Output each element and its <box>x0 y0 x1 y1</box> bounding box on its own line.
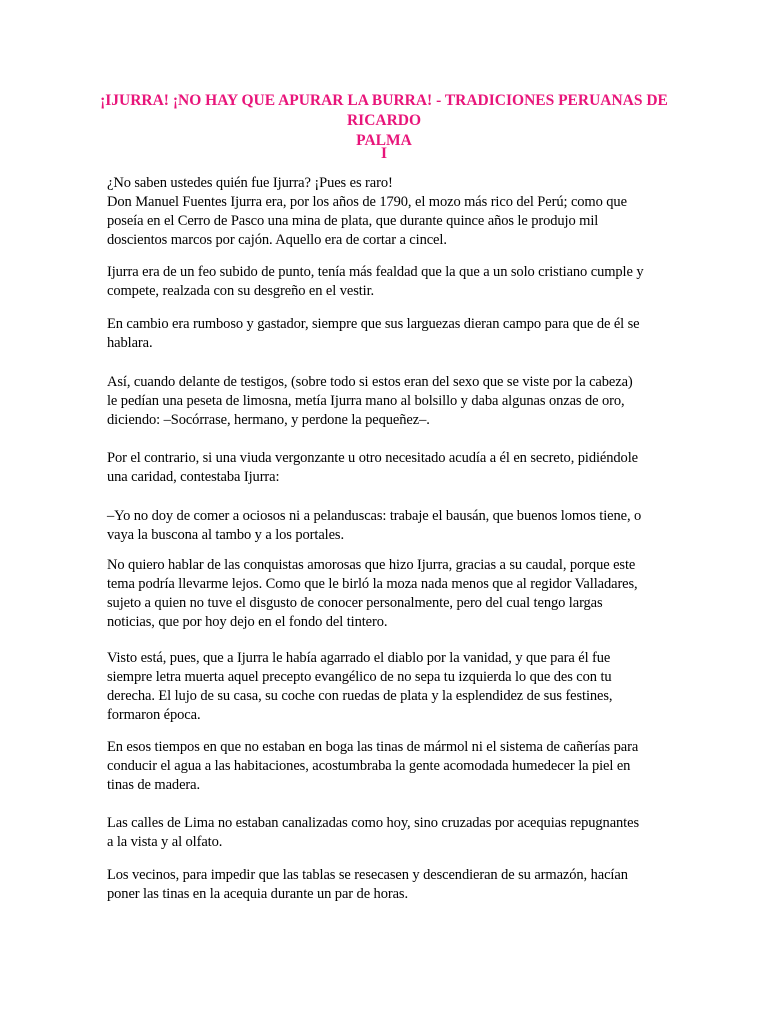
paragraph <box>107 449 667 487</box>
text-line: Las calles de Lima no estaban canalizadas como hoy, sino cruzadas por acequias repugnantes <box>107 815 639 831</box>
text-line: hablara. <box>107 335 153 351</box>
paragraph <box>107 373 667 430</box>
text-line: Ijurra era de un feo subido de punto, tenía más fealdad que la que a un solo cristiano cumple y <box>107 264 644 280</box>
text-line: una caridad, contestaba Ijurra: <box>107 469 280 485</box>
text-line: poner las tinas en la acequia durante un par de horas. <box>107 886 408 902</box>
text-line: compete, realzada con su desgreño en el vestir. <box>107 283 375 299</box>
text-line: doscientos marcos por cajón. Aquello era de cortar a cincel. <box>107 232 447 248</box>
text-line: vaya la buscona al tambo y a los portales. <box>107 527 344 543</box>
text-line: conducir el agua a las habitaciones, acostumbraba la gente acomodada humedecer la piel en <box>107 758 631 774</box>
text-line: siempre letra muerta aquel precepto evangélico de no sepa tu izquierda lo que des con tu <box>107 669 612 685</box>
text-line: Por el contrario, si una viuda vergonzante u otro necesitado acudía a él en secreto, pidiéndole <box>107 450 638 466</box>
text-line: ¿No saben ustedes quién fue Ijurra? ¡Pues es raro! <box>107 175 393 191</box>
text-line: En cambio era rumboso y gastador, siempre que sus larguezas dieran campo para que de él se <box>107 316 640 332</box>
text-line: Visto está, pues, que a Ijurra le había agarrado el diablo por la vanidad, y que para él fue <box>107 650 611 666</box>
paragraph <box>107 649 667 725</box>
paragraph <box>107 263 667 301</box>
text-line: tema podría llevarme lejos. Como que le birló la moza nada menos que al regidor Valladares, <box>107 576 638 592</box>
paragraph <box>107 556 667 632</box>
text-line: En esos tiempos en que no estaban en boga las tinas de mármol ni el sistema de cañerías para <box>107 739 639 755</box>
text-line: –Yo no doy de comer a ociosos ni a pelanduscas: trabaje el bausán, que buenos lomos tiene, o <box>107 508 642 524</box>
chapter-numeral: I <box>380 145 388 162</box>
text-line: Los vecinos, para impedir que las tablas se resecasen y descendieran de su armazón, hacían <box>107 867 628 883</box>
text-line: formaron época. <box>107 707 201 723</box>
text-line: Don Manuel Fuentes Ijurra era, por los años de 1790, el mozo más rico del Perú; como que <box>107 194 627 210</box>
text-line: noticias, que por hoy dejo en el fondo del tintero. <box>107 614 388 630</box>
paragraph <box>107 315 667 353</box>
paragraph <box>107 174 667 250</box>
text-line: derecha. El lujo de su casa, su coche con ruedas de plata y la esplendidez de sus festines, <box>107 688 613 704</box>
title-line-2: PALMA <box>356 132 412 149</box>
text-line: sujeto a quien no tuve el disgusto de conocer personalmente, pero del cual tengo largas <box>107 595 603 611</box>
text-line: le pedían una peseta de limosna, metía Ijurra mano al bolsillo y daba algunas onzas de oro, <box>107 393 625 409</box>
paragraph <box>107 507 667 545</box>
text-line: tinas de madera. <box>107 777 201 793</box>
text-line: diciendo: –Socórrase, hermano, y perdone la pequeñez–. <box>107 412 430 428</box>
text-line: a la vista y al olfato. <box>107 834 223 850</box>
paragraph <box>107 738 667 795</box>
text-line: poseía en el Cerro de Pasco una mina de plata, que durante quince años le produjo mil <box>107 213 599 229</box>
text-line: No quiero hablar de las conquistas amorosas que hizo Ijurra, gracias a su caudal, porque este <box>107 557 636 573</box>
document-title <box>100 91 668 151</box>
title-line-1: ¡IJURRA! ¡NO HAY QUE APURAR LA BURRA! - TRADICIONES PERUANAS DE RICARDO <box>100 92 668 129</box>
text-line: Así, cuando delante de testigos, (sobre todo si estos eran del sexo que se viste por la cabeza) <box>107 374 633 390</box>
paragraph <box>107 814 667 852</box>
paragraph <box>107 866 667 904</box>
